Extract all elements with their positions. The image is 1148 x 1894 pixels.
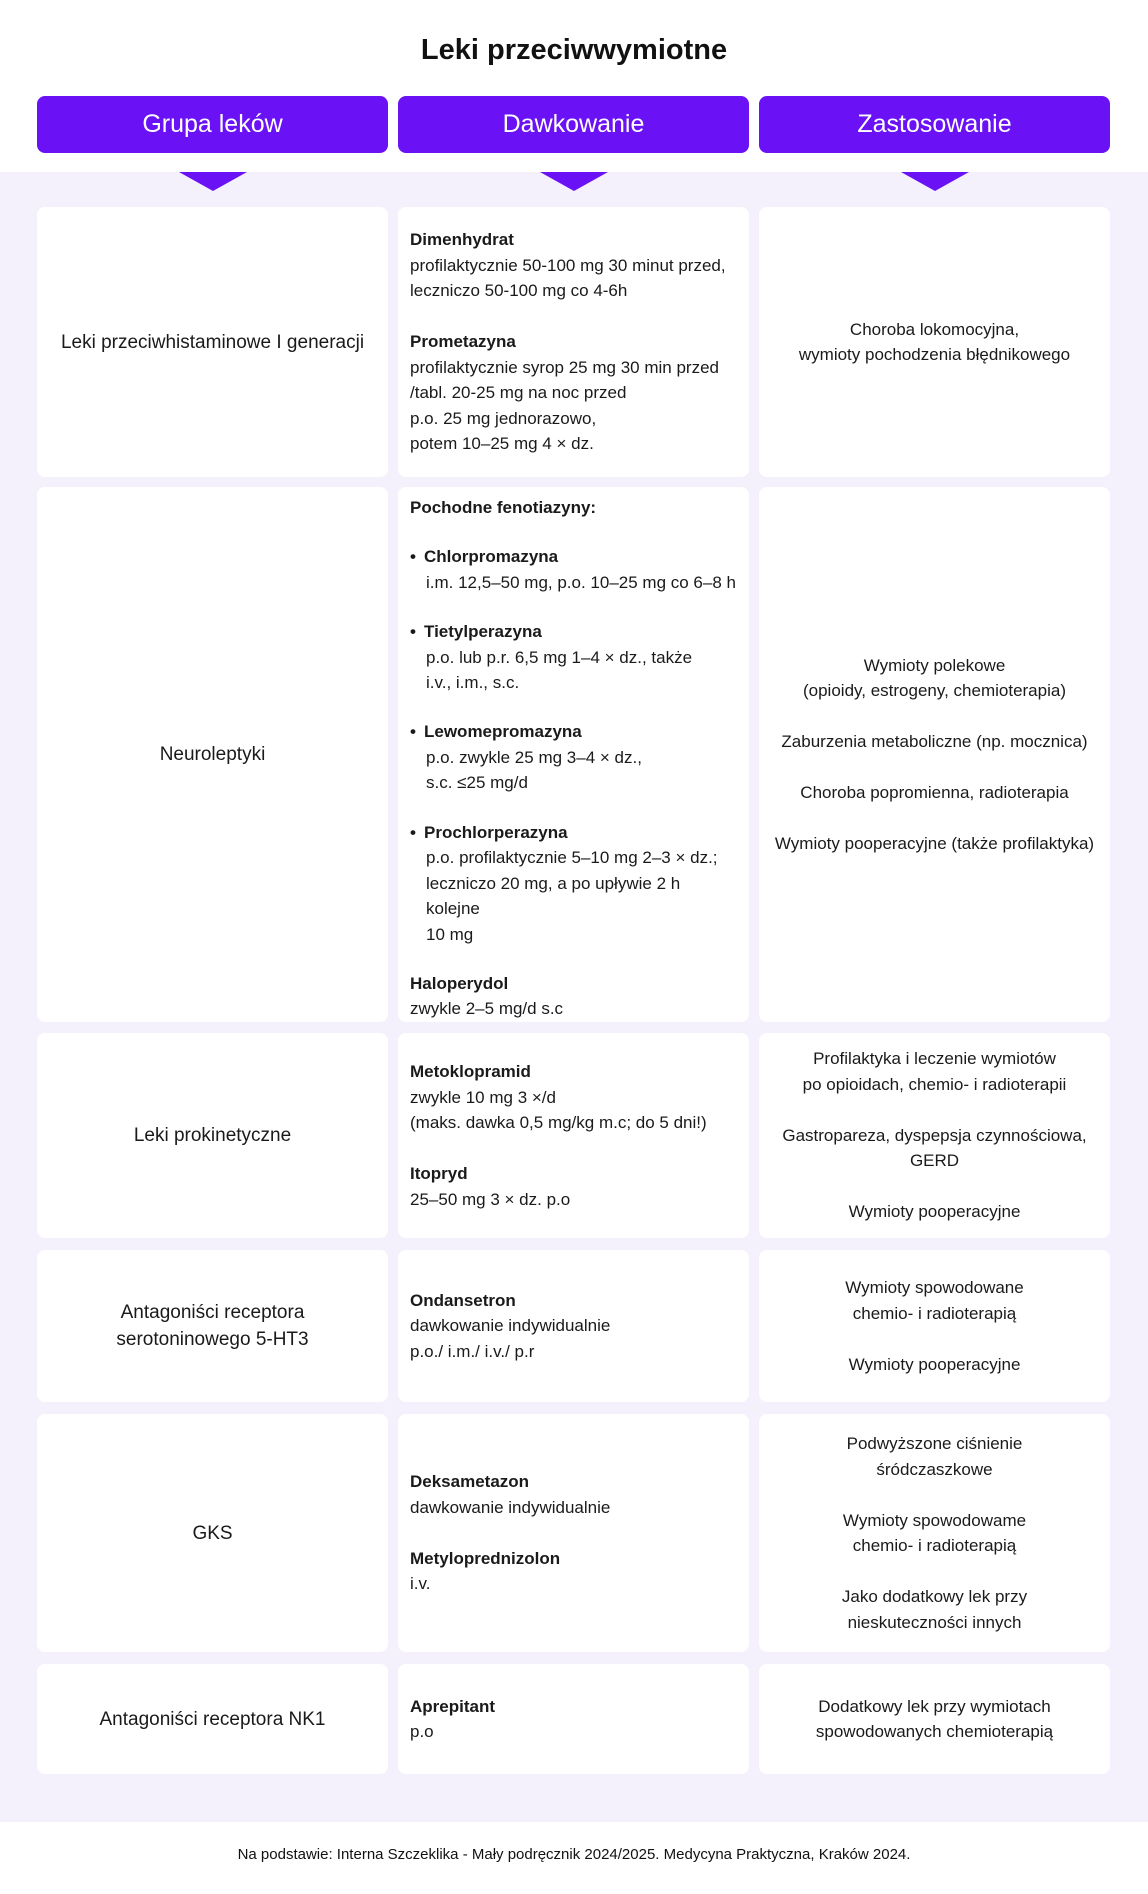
drug-name: Lewomepromazyna bbox=[424, 722, 582, 742]
dosage-line: profilaktycznie syrop 25 mg 30 min przed bbox=[410, 357, 719, 377]
use-line: Gastropareza, dyspepsja czynnościowa, bbox=[782, 1125, 1087, 1145]
header-uses: Zastosowanie bbox=[759, 96, 1110, 153]
bullet-dot: • bbox=[410, 722, 416, 742]
dosage-cell bbox=[398, 1664, 749, 1774]
use-line: (opioidy, estrogeny, chemioterapia) bbox=[802, 681, 1066, 700]
uses-cell bbox=[759, 1250, 1110, 1402]
spacer bbox=[410, 1136, 737, 1162]
dosage-line: s.c. ≤25 mg/d bbox=[426, 773, 528, 793]
dosage-line: p.o. lub p.r. 6,5 mg 1–4 × dz., także bbox=[426, 647, 693, 667]
dosage-cell bbox=[398, 1033, 749, 1238]
uses-cell bbox=[759, 1664, 1110, 1774]
spacer bbox=[410, 304, 737, 330]
dosage-line: dawkowanie indywidualnie bbox=[410, 1316, 611, 1336]
bullet-dot: • bbox=[410, 622, 416, 642]
use-line: Wymioty pooperacyjne (także profilaktyka) bbox=[774, 834, 1095, 853]
dosage-line: p.o. profilaktycznie 5–10 mg 2–3 × dz.; bbox=[426, 848, 718, 868]
dosage-bullet bbox=[410, 719, 737, 745]
spacer bbox=[410, 521, 737, 545]
drug-name: Prochlorperazyna bbox=[424, 822, 568, 842]
drug-name: Deksametazon bbox=[410, 1472, 530, 1492]
bullet-dot: • bbox=[410, 822, 416, 842]
spacer bbox=[410, 947, 737, 971]
spacer bbox=[410, 1520, 737, 1546]
group-label: Antagoniści receptora NK1 bbox=[99, 1708, 326, 1730]
uses-cell bbox=[759, 207, 1110, 477]
group-cell bbox=[37, 1033, 388, 1238]
dosage-line: leczniczo 50-100 mg co 4-6h bbox=[410, 281, 628, 301]
dosage-line: i.v., i.m., s.c. bbox=[426, 673, 520, 693]
group-cell bbox=[37, 1664, 388, 1774]
drug-name: Tietylperazyna bbox=[424, 622, 542, 642]
dosage-line: p.o./ i.m./ i.v./ p.r bbox=[410, 1341, 535, 1361]
dosage-bullet bbox=[410, 820, 737, 846]
dosage-line: zwykle 10 mg 3 ×/d bbox=[410, 1087, 556, 1107]
dosage-line: 10 mg bbox=[426, 924, 474, 944]
use-line: GERD bbox=[909, 1151, 960, 1171]
group-label: Neuroleptyki bbox=[159, 744, 266, 765]
dosage-cell bbox=[398, 487, 749, 1022]
use-line: Jako dodatkowy lek przy bbox=[841, 1587, 1028, 1606]
drug-name: Dimenhydrat bbox=[410, 230, 514, 250]
group-label: GKS bbox=[192, 1522, 233, 1544]
use-line: Wymioty pooperacyjne bbox=[848, 1354, 1021, 1374]
use-line: Choroba popromienna, radioterapia bbox=[800, 783, 1069, 802]
use-line: Wymioty spowodowane bbox=[845, 1278, 1024, 1297]
dosage-line: /tabl. 20-25 mg na noc przed bbox=[410, 383, 627, 403]
dosage-line: i.m. 12,5–50 mg, p.o. 10–25 mg co 6–8 h bbox=[426, 572, 736, 592]
drug-name: Itopryd bbox=[410, 1164, 468, 1183]
dosage-cell bbox=[398, 207, 749, 477]
uses-cell bbox=[759, 1033, 1110, 1238]
dosage-line: leczniczo 20 mg, a po upływie 2 h kolejne bbox=[426, 873, 681, 919]
group-cell bbox=[37, 1414, 388, 1652]
group-label: Leki prokinetyczne bbox=[133, 1125, 292, 1146]
uses-cell bbox=[759, 1414, 1110, 1652]
drug-name: Chlorpromazyna bbox=[424, 547, 559, 567]
use-line: śródczaszkowe bbox=[876, 1459, 993, 1479]
page-title: Leki przeciwwymiotne bbox=[420, 34, 728, 66]
group-cell bbox=[37, 207, 388, 477]
drug-name: Metoklopramid bbox=[410, 1062, 531, 1081]
header-group: Grupa leków bbox=[37, 96, 388, 153]
spacer bbox=[410, 595, 737, 619]
header-dosage-arrow bbox=[540, 172, 608, 191]
dosage-cell bbox=[398, 1414, 749, 1652]
drug-name: Metyloprednizolon bbox=[410, 1548, 561, 1568]
group-label: Leki przeciwhistaminowe I generacji bbox=[60, 331, 365, 353]
group-label: serotoninowego 5-HT3 bbox=[116, 1329, 309, 1350]
use-line: Profilaktyka i leczenie wymiotów bbox=[813, 1049, 1056, 1069]
dosage-line: p.o. zwykle 25 mg 3–4 × dz., bbox=[426, 747, 642, 767]
dosage-line: dawkowanie indywidualnie bbox=[410, 1497, 611, 1517]
header-uses-arrow bbox=[901, 172, 969, 191]
dosage-line: p.o bbox=[410, 1722, 434, 1741]
header-dosage: Dawkowanie bbox=[398, 96, 749, 153]
use-line: Podwyższone ciśnienie bbox=[846, 1434, 1023, 1453]
dosage-bullet bbox=[410, 544, 737, 570]
dosage-line: i.v. bbox=[410, 1574, 431, 1594]
drug-name: Aprepitant bbox=[410, 1696, 495, 1716]
use-line: wymioty pochodzenia błędnikowego bbox=[798, 345, 1071, 364]
drug-name: Prometazyna bbox=[410, 332, 516, 352]
dosage-cell bbox=[398, 1250, 749, 1402]
use-line: chemio- i radioterapią bbox=[852, 1303, 1017, 1323]
dosage-line: 25–50 mg 3 × dz. p.o bbox=[410, 1189, 571, 1209]
dosage-line: potem 10–25 mg 4 × dz. bbox=[410, 434, 594, 454]
use-line: Wymioty polekowe bbox=[863, 655, 1006, 675]
dosage-line: zwykle 2–5 mg/d s.c bbox=[410, 999, 564, 1019]
group-cell bbox=[37, 1250, 388, 1402]
use-line: nieskuteczności innych bbox=[847, 1612, 1022, 1632]
dosage-heading: Pochodne fenotiazyny: bbox=[410, 498, 597, 517]
spacer bbox=[410, 696, 737, 720]
use-line: po opioidach, chemio- i radioterapii bbox=[802, 1074, 1067, 1094]
drug-name: Ondansetron bbox=[410, 1290, 516, 1310]
dosage-bullet bbox=[410, 619, 737, 645]
use-line: chemio- i radioterapią bbox=[852, 1536, 1017, 1555]
group-cell bbox=[37, 487, 388, 1022]
dosage-line: p.o. 25 mg jednorazowo, bbox=[410, 408, 597, 428]
bullet-dot: • bbox=[410, 547, 416, 567]
use-line: Dodatkowy lek przy wymiotach bbox=[818, 1696, 1051, 1716]
use-line: spowodowanych chemioterapią bbox=[815, 1722, 1054, 1741]
spacer bbox=[410, 796, 737, 820]
header-group-arrow bbox=[179, 172, 247, 191]
source-footer: Na podstawie: Interna Szczeklika - Mały podręcznik 2024/2025. Medycyna Praktyczna, Kraków 2024. bbox=[237, 1846, 911, 1863]
use-line: Zaburzenia metaboliczne (np. mocznica) bbox=[781, 732, 1088, 751]
use-line: Wymioty spowodowame bbox=[842, 1510, 1027, 1530]
use-line: Wymioty pooperacyjne bbox=[848, 1202, 1021, 1222]
group-label: Antagoniści receptora bbox=[120, 1302, 305, 1323]
drug-name: Haloperydol bbox=[410, 973, 509, 993]
dosage-line: profilaktycznie 50-100 mg 30 minut przed, bbox=[410, 255, 726, 275]
dosage-line: (maks. dawka 0,5 mg/kg m.c; do 5 dni!) bbox=[410, 1113, 707, 1132]
uses-cell bbox=[759, 487, 1110, 1022]
use-line: Choroba lokomocyjna, bbox=[849, 319, 1020, 339]
